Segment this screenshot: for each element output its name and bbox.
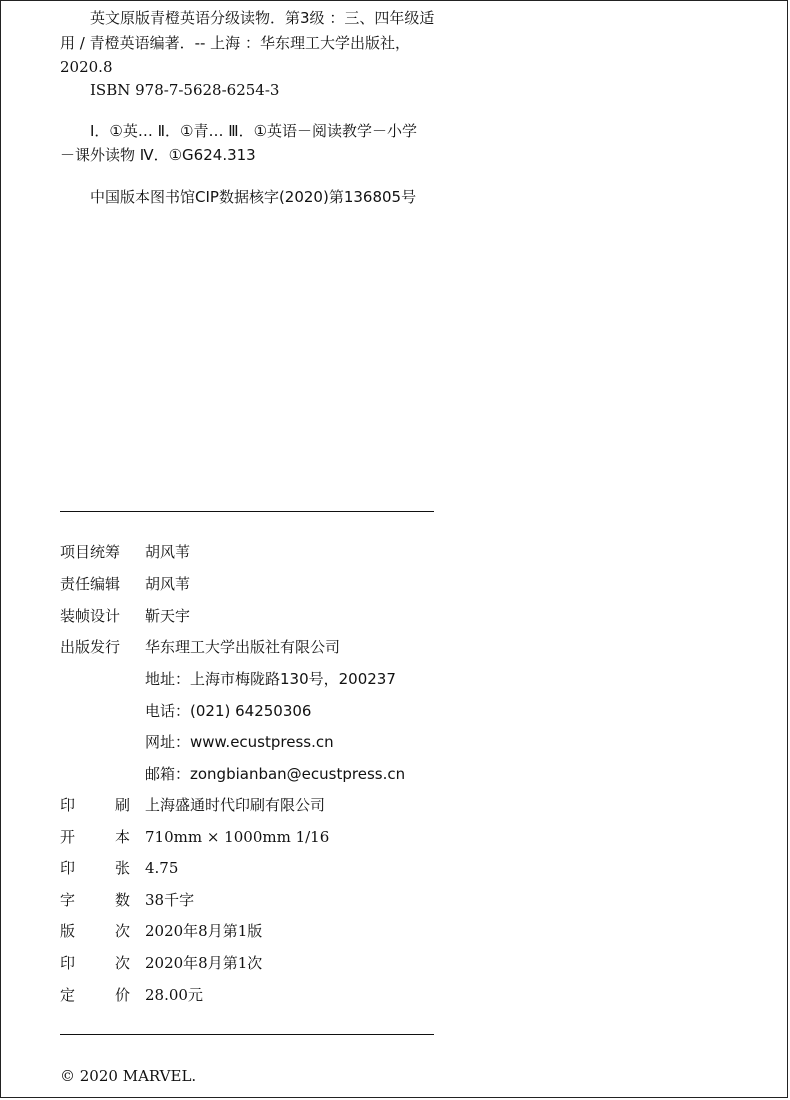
credit-label [60,920,130,942]
credit-value: 2020年8月第1次 [145,954,263,972]
credit-label [60,952,130,974]
credit-label-char: 本 [114,828,130,846]
credit-label-char: 数 [114,891,130,909]
credit-label-char: 定 [60,986,76,1004]
credit-label-char: 印 [60,859,76,877]
credit-label [60,889,130,911]
publisher-address: 地址：上海市梅陇路130号，200237 [145,670,396,688]
credit-label-char: 版 [60,922,76,940]
credit-label [60,794,130,816]
credit-label-char: 价 [114,986,130,1004]
credit-label-char: 印 [60,954,76,972]
cip-date: 2020.8 [60,58,113,76]
credit-value: 28.00元 [145,986,203,1004]
cip-title-line: 英文原版青橙英语分级读物．第3级 ：三、四年级适 [90,9,435,27]
credit-label-char: 张 [114,859,130,877]
credit-label-char: 开 [60,828,76,846]
credit-label [60,984,130,1006]
credit-label [60,857,130,879]
credit-label-char: 印 [60,796,76,814]
credit-label-char: 次 [114,954,130,972]
divider-top [60,511,434,512]
cip-isbn: ISBN 978-7-5628-6254-3 [90,81,280,99]
publisher-website: 网址：www.ecustpress.cn [145,733,334,751]
credit-value: 上海盛通时代印刷有限公司 [145,796,326,814]
credit-value: 38千字 [145,891,195,909]
cip-author-publisher-line: 用 / 青橙英语编著．-- 上海 ：华东理工大学出版社， [60,34,410,52]
credit-value: 靳天宇 [145,607,191,625]
credit-value: 710mm × 1000mm 1/16 [145,828,330,846]
publisher-email: 邮箱：zongbianban@ecustpress.cn [145,765,406,783]
credit-label: 项目统筹 [60,543,121,561]
credit-value: 2020年8月第1版 [145,922,263,940]
credit-label-char: 次 [114,922,130,940]
publisher-phone: 电话：(021) 64250306 [145,702,312,720]
copyright-notice: © 2020 MARVEL. [60,1067,197,1085]
credit-value: 华东理工大学出版社有限公司 [145,638,341,656]
credit-label [60,826,130,848]
credit-value: 胡风苇 [145,543,191,561]
credit-label: 责任编辑 [60,575,121,593]
credit-value: 胡风苇 [145,575,191,593]
divider-bottom [60,1034,434,1035]
cip-classification-line2: －课外读物 Ⅳ．①G624.313 [60,146,256,164]
cip-classification-line1: Ⅰ．①英… Ⅱ．①青… Ⅲ．①英语－阅读教学－小学 [90,122,418,140]
credit-label-char: 字 [60,891,76,909]
credit-label-char: 刷 [114,796,130,814]
cip-record-number: 中国版本图书馆CIP数据核字(2020)第136805号 [90,188,417,206]
credit-value: 4.75 [145,859,179,877]
credit-label: 装帧设计 [60,607,121,625]
credit-label: 出版发行 [60,638,121,656]
